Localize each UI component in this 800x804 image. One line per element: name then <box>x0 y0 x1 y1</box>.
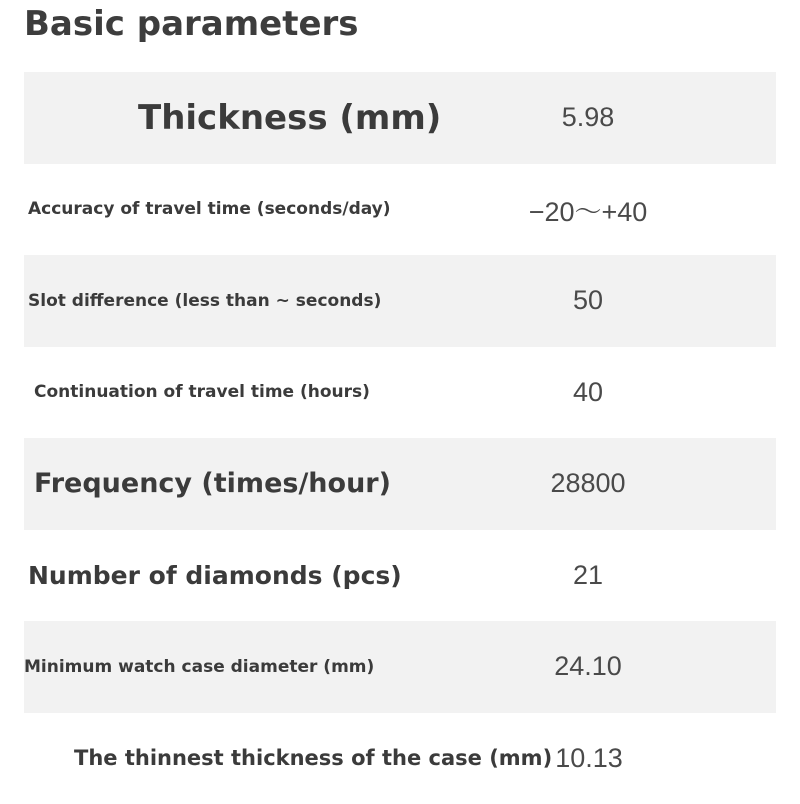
row-value: 21 <box>488 530 688 622</box>
table-row-continuation <box>24 347 776 439</box>
table-row-thickness <box>24 72 776 164</box>
row-label: Minimum watch case diameter (mm) <box>24 621 374 713</box>
table-row-slot-difference <box>24 255 776 347</box>
row-value: −20～+40 <box>488 164 688 256</box>
table-row-diamonds <box>24 530 776 622</box>
row-label: Thickness (mm) <box>138 72 441 164</box>
table-row-accuracy <box>24 164 776 256</box>
row-value: 28800 <box>488 438 688 530</box>
row-value: 5.98 <box>488 72 688 164</box>
parameters-table <box>24 72 776 804</box>
row-value: 50 <box>488 255 688 347</box>
row-label: The thinnest thickness of the case (mm) <box>74 713 552 804</box>
page-title: Basic parameters <box>24 2 359 46</box>
table-row-case-thickness <box>24 713 776 804</box>
row-value: 10.13 <box>514 713 664 804</box>
row-label: Frequency (times/hour) <box>34 438 391 530</box>
table-row-frequency <box>24 438 776 530</box>
table-row-case-diameter <box>24 621 776 713</box>
row-label: Slot difference (less than ~ seconds) <box>28 255 381 347</box>
row-label: Number of diamonds (pcs) <box>28 530 402 622</box>
row-value: 24.10 <box>488 621 688 713</box>
row-value: 40 <box>488 347 688 439</box>
row-label: Accuracy of travel time (seconds/day) <box>28 164 391 256</box>
row-label: Continuation of travel time (hours) <box>34 347 370 439</box>
